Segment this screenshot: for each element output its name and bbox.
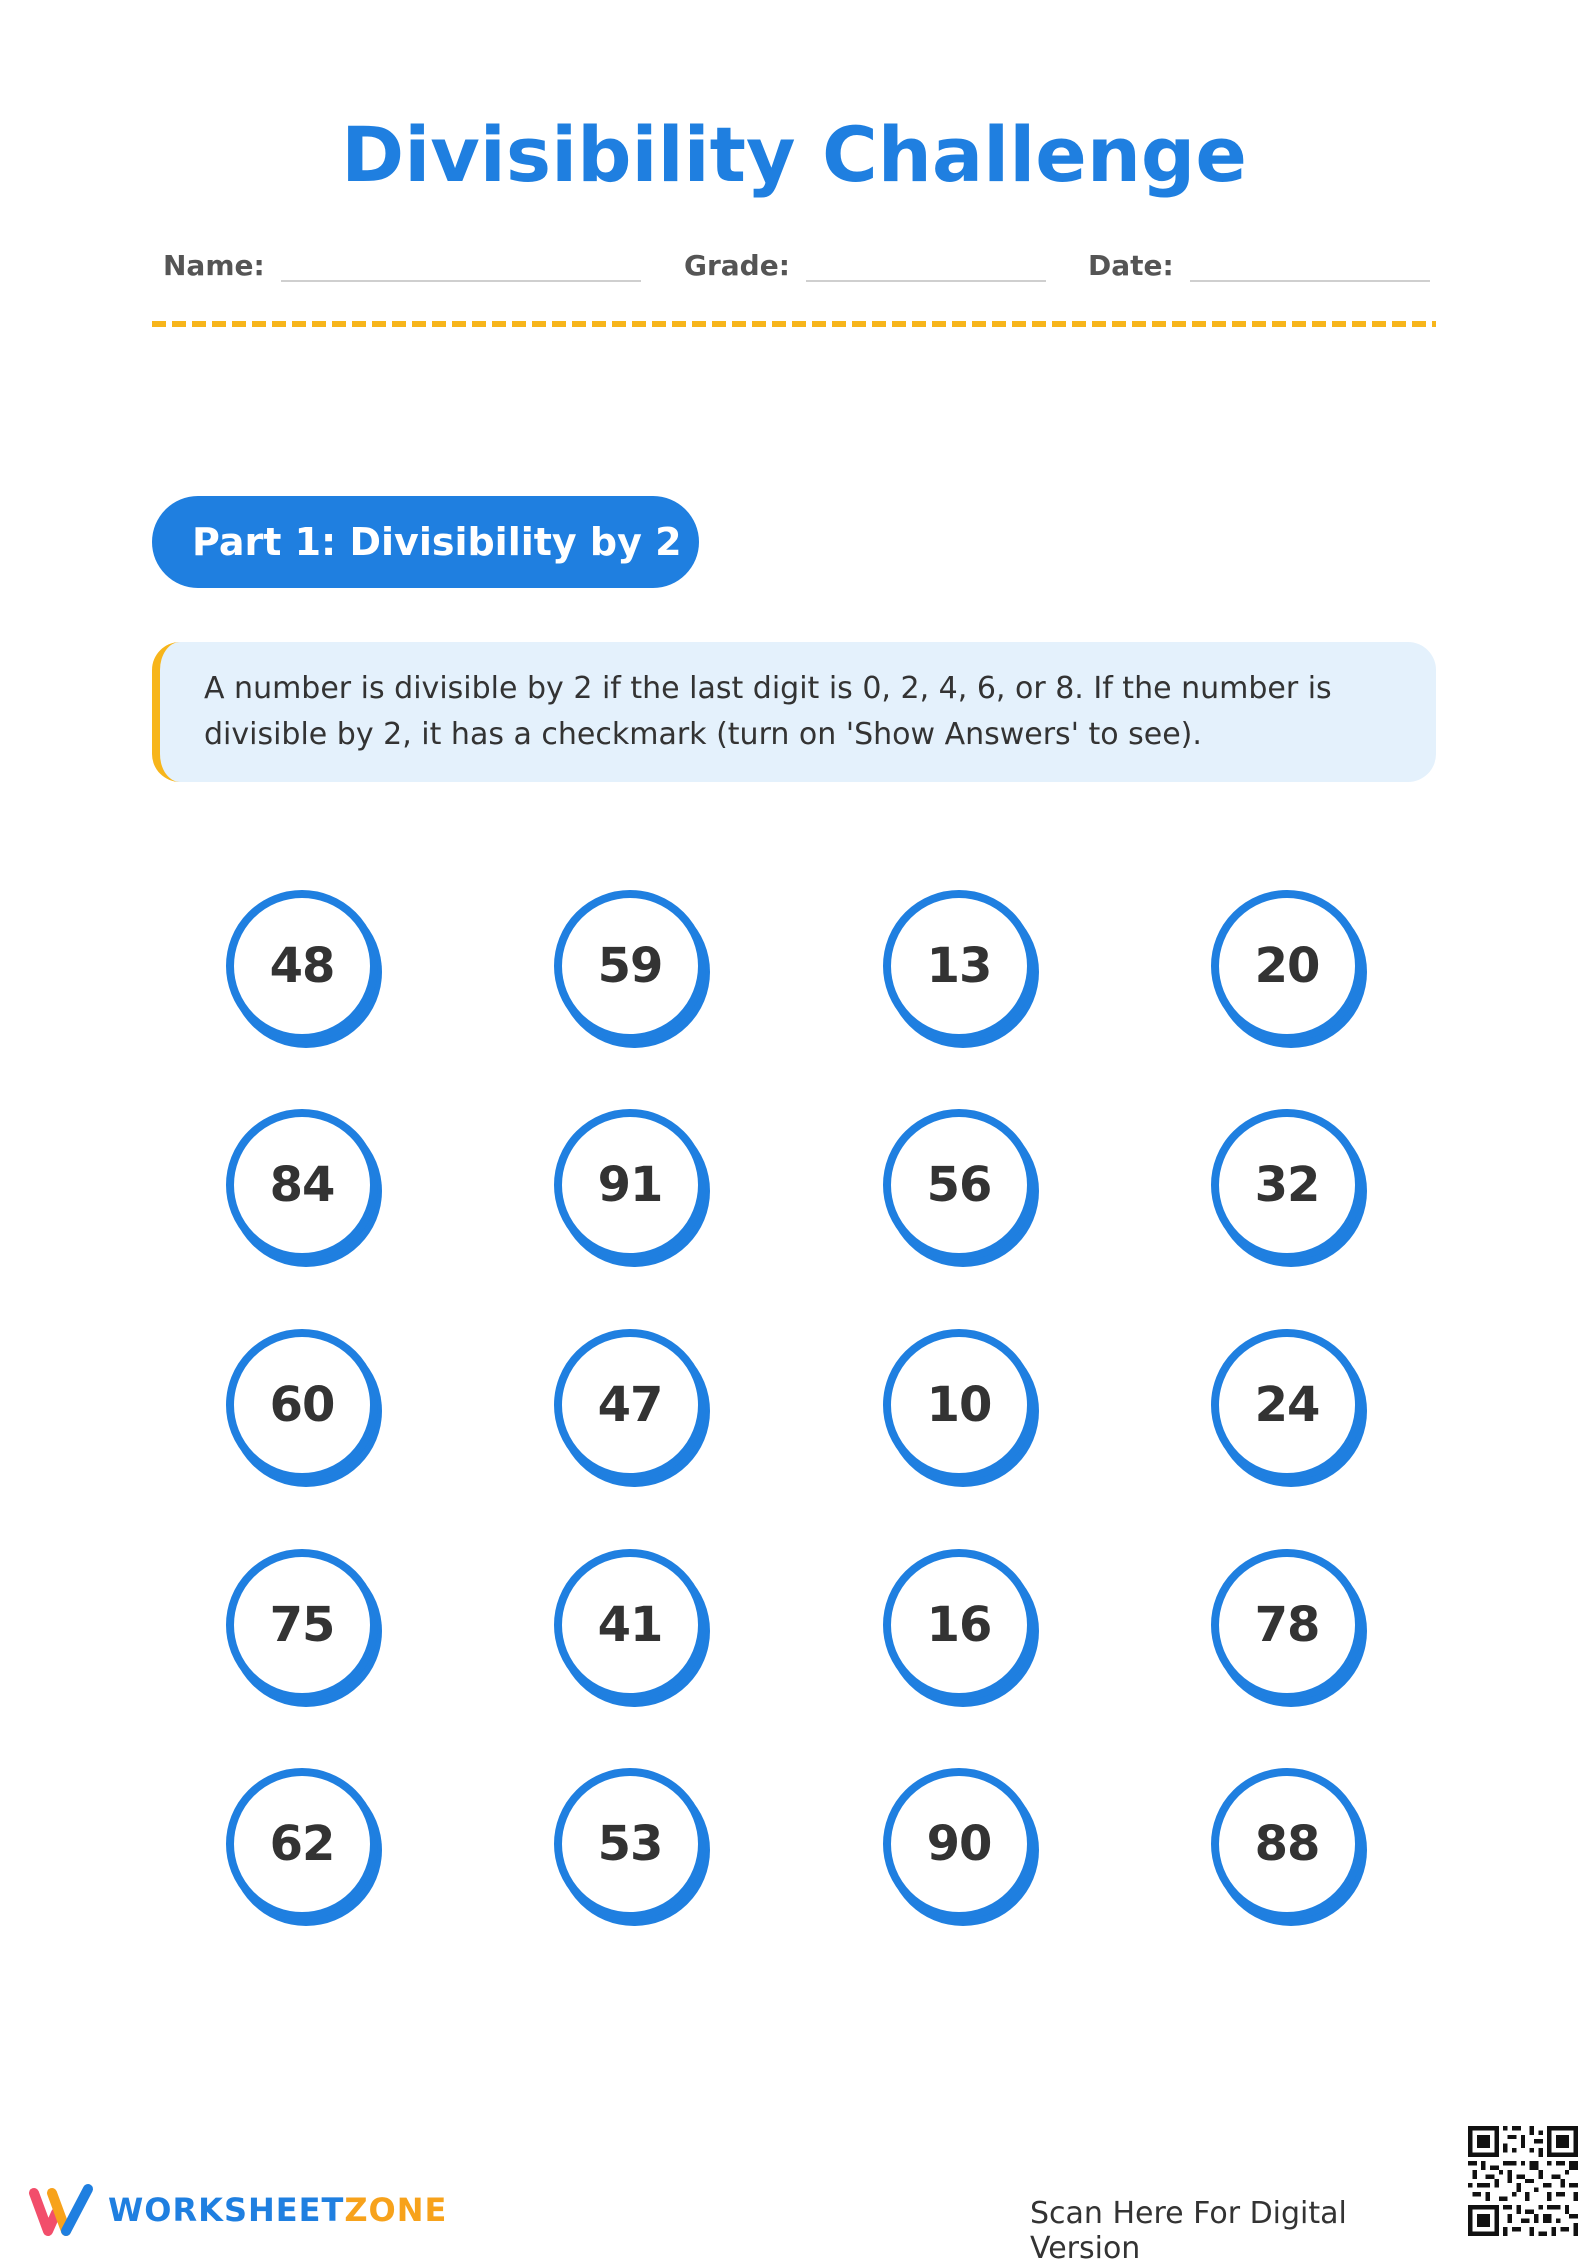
number-value: 90 — [926, 1816, 992, 1872]
number-circle[interactable] — [226, 1329, 378, 1481]
number-value: 10 — [926, 1377, 992, 1433]
name-field[interactable] — [163, 236, 641, 286]
number-value: 20 — [1254, 938, 1320, 994]
number-circle[interactable] — [554, 1109, 706, 1261]
number-value: 56 — [926, 1157, 992, 1213]
number-value: 13 — [926, 938, 992, 994]
number-value: 91 — [597, 1157, 663, 1213]
date-label: Date: — [1088, 249, 1174, 282]
number-value: 78 — [1254, 1597, 1320, 1653]
number-circle[interactable] — [1211, 1768, 1363, 1920]
number-value: 88 — [1254, 1816, 1320, 1872]
number-value: 60 — [269, 1377, 335, 1433]
number-circle[interactable] — [883, 1109, 1035, 1261]
instructions-text: A number is divisible by 2 if the last digit is 0, 2, 4, 6, or 8. If the number is divisible by 2, it has a checkmark (turn on 'Show Answers' to see). — [204, 671, 1332, 752]
number-circle[interactable] — [226, 890, 378, 1042]
number-value: 53 — [597, 1816, 663, 1872]
number-circle[interactable] — [226, 1549, 378, 1701]
number-circle[interactable] — [554, 1329, 706, 1481]
number-circle[interactable] — [1211, 1329, 1363, 1481]
number-circle[interactable] — [883, 890, 1035, 1042]
number-value: 47 — [597, 1377, 663, 1433]
worksheetzone-logo-icon — [30, 2183, 96, 2237]
part-1-heading: Part 1: Divisibility by 2 — [152, 496, 699, 588]
number-value: 24 — [1254, 1377, 1320, 1433]
number-circle[interactable] — [883, 1329, 1035, 1481]
worksheetzone-logo[interactable] — [30, 2183, 447, 2237]
name-label: Name: — [163, 249, 265, 282]
number-value: 59 — [597, 938, 663, 994]
number-circle[interactable] — [883, 1549, 1035, 1701]
worksheet-title: Divisibility Challenge — [341, 110, 1247, 199]
number-value: 41 — [597, 1597, 663, 1653]
scan-caption: Scan Here For Digital Version — [1030, 2196, 1347, 2266]
number-circle[interactable] — [554, 1768, 706, 1920]
number-circle[interactable] — [554, 1549, 706, 1701]
dashed-divider — [152, 321, 1436, 327]
number-circle[interactable] — [1211, 1549, 1363, 1701]
grade-field[interactable] — [684, 236, 1046, 286]
number-circle[interactable] — [226, 1109, 378, 1261]
number-circle[interactable] — [554, 890, 706, 1042]
number-value: 84 — [269, 1157, 335, 1213]
number-value: 32 — [1254, 1157, 1320, 1213]
brand-name-part2: ZONE — [344, 2191, 448, 2229]
date-line[interactable] — [1190, 280, 1430, 282]
number-circle[interactable] — [1211, 890, 1363, 1042]
number-value: 75 — [269, 1597, 335, 1653]
number-circle[interactable] — [226, 1768, 378, 1920]
grade-line[interactable] — [806, 280, 1046, 282]
number-circle[interactable] — [1211, 1109, 1363, 1261]
qr-code-icon[interactable] — [1468, 2126, 1578, 2236]
number-value: 16 — [926, 1597, 992, 1653]
instructions-box — [152, 642, 1436, 782]
brand-name — [108, 2191, 447, 2229]
brand-name-part1: WORKSHEET — [108, 2191, 345, 2229]
number-circle[interactable] — [883, 1768, 1035, 1920]
number-value: 62 — [269, 1816, 335, 1872]
grade-label: Grade: — [684, 249, 790, 282]
name-line[interactable] — [281, 280, 641, 282]
date-field[interactable] — [1088, 236, 1430, 286]
number-value: 48 — [269, 938, 335, 994]
